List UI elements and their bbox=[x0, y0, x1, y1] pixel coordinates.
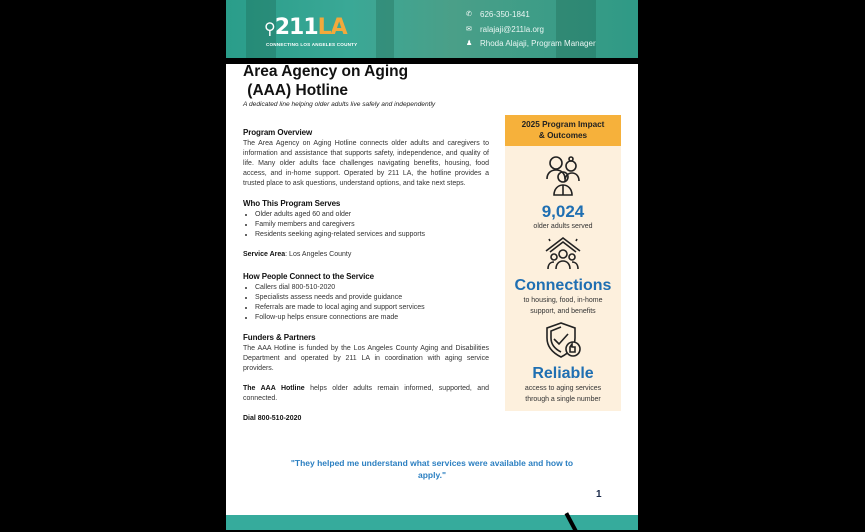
impact-sidebar bbox=[505, 115, 621, 411]
contact-info bbox=[466, 8, 596, 52]
list-item: • Follow-up helps ensure connections are made bbox=[255, 313, 489, 323]
house-people-icon bbox=[543, 235, 583, 271]
section-heading: Program Overview bbox=[243, 128, 313, 137]
contact-email[interactable]: ralajaji@211la.org bbox=[480, 24, 545, 34]
family-icon bbox=[543, 155, 583, 197]
list-item: • Specialists assess needs and provide guidance bbox=[255, 293, 489, 303]
sidebar-heading: 2025 Program Impact & Outcomes bbox=[505, 115, 621, 146]
connect-list bbox=[243, 283, 489, 323]
page-subtitle: A dedicated line helping older adults live safely and independently bbox=[243, 101, 436, 108]
section-serves bbox=[243, 199, 489, 240]
section-heading: Funders & Partners bbox=[243, 333, 316, 342]
location-chat-icon: ⚲ bbox=[264, 19, 275, 38]
section-overview bbox=[243, 128, 489, 189]
section-body: The Area Agency on Aging Hotline connects older adults and caregivers to information and assistance that supports safety, independence, and quality of life. Many older adults face challenges navigating benefits, housing, food access, and in-home support. Operated by 211 LA, the hotline provides a trusted place to ask questions, understand options, and take next steps. bbox=[243, 140, 489, 187]
stat-reliable: Reliable access to aging services through a single number bbox=[505, 321, 621, 405]
logo-211la: ⚲211LA CONNECTING LOS ANGELES COUNTY bbox=[264, 15, 358, 47]
list-item: • Family members and caregivers bbox=[255, 220, 489, 230]
list-item: • Older adults aged 60 and older bbox=[255, 210, 489, 220]
service-area: Service Area: Los Angeles County bbox=[243, 251, 352, 258]
list-item: • Callers dial 800-510-2020 bbox=[255, 283, 489, 293]
header-banner bbox=[226, 0, 638, 58]
section-body: The AAA Hotline is funded by the Los Angeles County Aging and Disabilities Department and operated by 211 LA in coordination with aging service providers. bbox=[243, 345, 489, 372]
list-item: • Referrals are made to local aging and support services bbox=[255, 303, 489, 313]
list-item: • Residents seeking aging-related services and supports bbox=[255, 230, 489, 240]
dial-number[interactable]: Dial 800-510-2020 bbox=[243, 415, 302, 422]
document-page bbox=[226, 0, 638, 530]
envelope-icon: ✉ bbox=[466, 25, 472, 33]
contact-phone[interactable]: 626-350-1841 bbox=[480, 10, 530, 19]
main-column bbox=[243, 128, 489, 424]
stat-older-adults: 9,024 older adults served bbox=[505, 155, 621, 233]
page-title: Area Agency on Aging (AAA) Hotline bbox=[243, 63, 409, 99]
stat-value: Reliable bbox=[532, 365, 594, 382]
serves-list bbox=[243, 210, 489, 240]
section-connect bbox=[243, 272, 489, 323]
section-funders bbox=[243, 333, 489, 374]
shield-check-icon bbox=[543, 321, 583, 359]
page-number: 1 bbox=[596, 489, 602, 500]
phone-icon: ✆ bbox=[466, 11, 472, 18]
testimonial-quote: "They helped me understand what services were available and how to apply." bbox=[290, 458, 574, 480]
contact-person: Rhoda Alajaji, Program Manager bbox=[480, 39, 596, 48]
person-icon: ♟ bbox=[466, 40, 473, 47]
stat-connections: Connections to housing, food, in-home support, and benefits bbox=[505, 235, 621, 317]
section-heading: How People Connect to the Service bbox=[243, 272, 374, 281]
stat-value: 9,024 bbox=[541, 202, 585, 221]
stat-value: Connections bbox=[514, 277, 612, 294]
logo-tagline: CONNECTING LOS ANGELES COUNTY bbox=[266, 42, 358, 47]
closing-statement: The AAA Hotline helps older adults remain informed, supported, and connected. bbox=[243, 385, 489, 402]
section-heading: Who This Program Serves bbox=[243, 199, 341, 208]
